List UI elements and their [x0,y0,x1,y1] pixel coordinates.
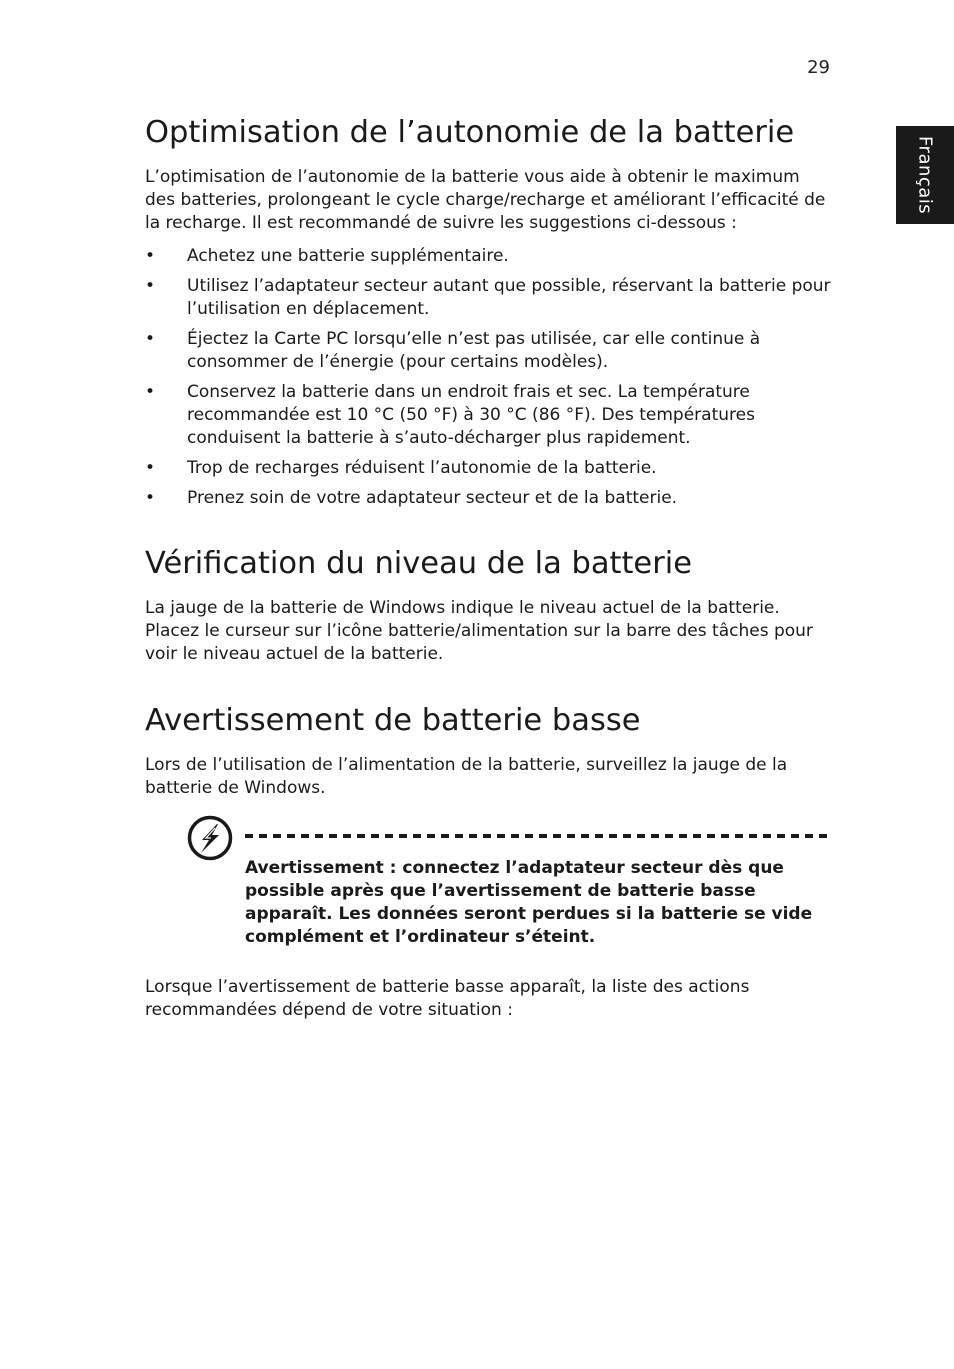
section-title-verification: Vérification du niveau de la batterie [145,546,692,581]
section-title-optimisation: Optimisation de l’autonomie de la batterie [145,115,795,150]
list-item: • Utilisez l’adaptateur secteur autant que possible, réservant la batterie pour l’utilisation en déplacement. [145,276,831,319]
bullet-glyph: • [145,329,156,349]
bullet-glyph: • [145,458,156,478]
language-tab [896,126,954,224]
bullet-glyph: • [145,246,156,266]
section-title-avertissement: Avertissement de batterie basse [145,703,641,738]
section-body-avertissement: Lors de l’utilisation de l’alimentation de la batterie, surveillez la jauge de la batterie de Windows. [145,755,788,798]
list-item: • Prenez soin de votre adaptateur secteur et de la batterie. [145,488,678,508]
page-number: 29 [807,57,830,78]
list-item: • Éjectez la Carte PC lorsqu’elle n’est pas utilisée, car elle continue à consommer de l’énergie (pour certains modèles). [145,329,761,372]
list-item: • Trop de recharges réduisent l’autonomie de la batterie. [145,458,657,478]
language-tab-label: Français [914,135,936,215]
suggestion-list [145,245,835,517]
section-after-warning: Lorsque l’avertissement de batterie basse apparaît, la liste des actions recommandées dépend de votre situation : [145,977,750,1020]
bullet-glyph: • [145,276,156,296]
section-body-verification: La jauge de la batterie de Windows indique le niveau actuel de la batterie. Placez le curseur sur l’icône batterie/alimentation sur la barre des tâches pour voir le niveau actuel de la batterie. [145,598,813,664]
bullet-glyph: • [145,382,156,402]
list-item: • Achetez une batterie supplémentaire. [145,246,509,266]
warning-divider [245,834,831,838]
bullet-glyph: • [145,488,156,508]
lightning-warning-icon [186,814,234,862]
section-intro-optimisation: L’optimisation de l’autonomie de la batterie vous aide à obtenir le maximum des batteries, prolongeant le cycle charge/recharge et améliorant l’efficacité de la recharge. Il est recommandé de suivre les suggestions ci-dessous : [145,167,826,233]
list-item: • Conservez la batterie dans un endroit frais et sec. La température recommandée est 10 °C (50 °F) à 30 °C (86 °F). Des températures conduisent la batterie à s’auto-décharger plus rapidement. [145,382,755,448]
warning-text: Avertissement : connectez l’adaptateur secteur dès que possible après que l’avertissement de batterie basse apparaît. Les données seront perdues si la batterie se vide complément et l’ordinateur s’éteint. [245,858,813,947]
